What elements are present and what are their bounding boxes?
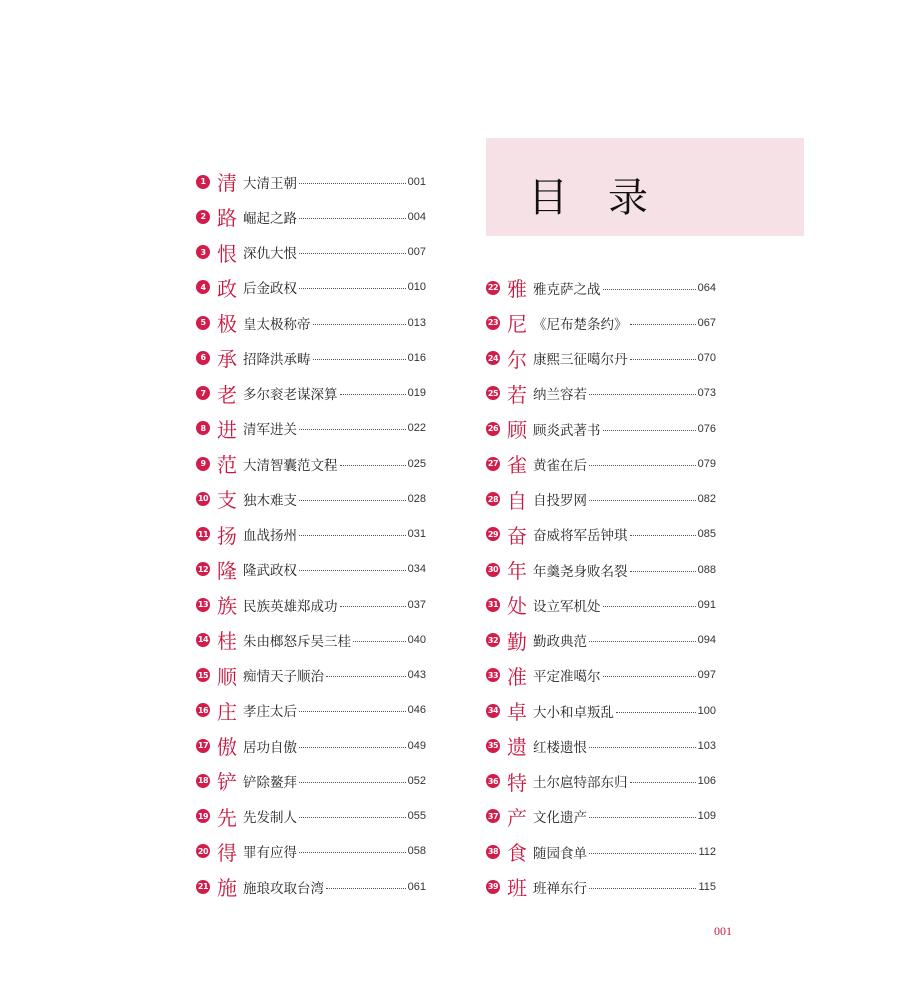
chapter-page-number: 043 [407, 669, 426, 682]
chapter-title: 大清王朝 [243, 175, 297, 192]
chapter-number-badge: 27 [486, 457, 500, 471]
chapter-page-number: 055 [407, 810, 426, 823]
dot-leader [340, 605, 406, 607]
dot-leader [299, 569, 406, 571]
chapter-page-number: 019 [407, 387, 426, 400]
chapter-page-number: 037 [407, 598, 426, 611]
chapter-key-character: 尔 [507, 347, 527, 372]
chapter-page-number: 115 [698, 880, 716, 893]
chapter-page-number: 106 [697, 775, 716, 788]
chapter-key-character: 先 [217, 805, 237, 830]
toc-entry[interactable] [196, 235, 426, 270]
chapter-key-character: 承 [217, 347, 237, 372]
chapter-number-badge: 22 [486, 281, 500, 295]
toc-entry[interactable] [486, 341, 716, 376]
chapter-key-character: 路 [217, 206, 237, 231]
dot-leader [299, 746, 406, 748]
chapter-key-character: 产 [507, 805, 527, 830]
chapter-title: 大清智囊范文程 [243, 457, 338, 474]
dot-leader [353, 640, 406, 642]
chapter-title: 年羹尧身败名裂 [533, 563, 628, 580]
chapter-number-badge: 14 [196, 633, 210, 647]
chapter-title: 雅克萨之战 [533, 281, 601, 298]
chapter-title: 朱由榔怒斥吴三桂 [243, 633, 351, 650]
chapter-page-number: 067 [697, 316, 716, 329]
page-number: 001 [714, 924, 732, 938]
chapter-key-character: 铲 [217, 770, 237, 795]
dot-leader [299, 252, 406, 254]
chapter-number-badge: 23 [486, 316, 500, 330]
toc-entry[interactable] [486, 376, 716, 411]
chapter-number-badge: 38 [486, 845, 500, 859]
toc-entry[interactable] [486, 728, 716, 763]
toc-entry[interactable] [196, 446, 426, 481]
dot-leader [630, 781, 696, 783]
dot-leader [603, 288, 696, 290]
chapter-number-badge: 12 [196, 562, 210, 576]
chapter-number-badge: 20 [196, 844, 210, 858]
chapter-key-character: 雀 [507, 453, 527, 478]
dot-leader [630, 570, 696, 572]
chapter-page-number: 061 [407, 880, 426, 893]
dot-leader [340, 393, 406, 395]
chapter-number-badge: 29 [486, 527, 500, 541]
chapter-title: 土尔扈特部东归 [533, 775, 628, 792]
toc-entry[interactable] [486, 482, 716, 517]
chapter-number-badge: 36 [486, 774, 500, 788]
chapter-number-badge: 7 [196, 386, 210, 400]
chapter-number-badge: 11 [196, 527, 210, 541]
chapter-key-character: 处 [507, 594, 527, 619]
toc-entry[interactable] [196, 305, 426, 340]
chapter-number-badge: 9 [196, 457, 210, 471]
toc-entry[interactable] [486, 799, 716, 834]
dot-leader [299, 534, 406, 536]
chapter-key-character: 进 [217, 417, 237, 442]
dot-leader [299, 781, 406, 783]
chapter-title: 清军进关 [243, 422, 297, 439]
chapter-page-number: 007 [407, 246, 426, 259]
chapter-page-number: 013 [407, 316, 426, 329]
chapter-page-number: 082 [697, 493, 716, 506]
chapter-key-character: 奋 [507, 523, 527, 548]
dot-leader [616, 711, 696, 713]
chapter-page-number: 064 [697, 281, 716, 294]
toc-entry[interactable] [196, 517, 426, 552]
toc-entry[interactable] [196, 270, 426, 305]
chapter-page-number: 094 [697, 634, 716, 647]
chapter-page-number: 001 [407, 175, 426, 188]
toc-entry[interactable] [196, 340, 426, 375]
chapter-number-badge: 35 [486, 739, 500, 753]
chapter-title: 大小和卓叛乱 [533, 704, 614, 721]
dot-leader [589, 499, 696, 501]
dot-leader [299, 217, 406, 219]
dot-leader [589, 464, 696, 466]
chapter-title: 施琅攻取台湾 [243, 880, 324, 897]
chapter-page-number: 040 [407, 633, 426, 646]
toc-entry[interactable] [486, 693, 716, 728]
chapter-number-badge: 39 [486, 880, 500, 894]
toc-entry[interactable] [196, 199, 426, 234]
chapter-number-badge: 8 [196, 421, 210, 435]
dot-leader [589, 746, 696, 748]
chapter-title: 康熙三征噶尔丹 [533, 352, 628, 369]
chapter-key-character: 施 [217, 876, 237, 901]
chapter-number-badge: 37 [486, 809, 500, 823]
chapter-key-character: 极 [217, 312, 237, 337]
chapter-page-number: 052 [407, 774, 426, 787]
chapter-key-character: 尼 [507, 312, 527, 337]
dot-leader [299, 816, 406, 818]
toc-entry[interactable] [196, 728, 426, 763]
chapter-number-badge: 24 [486, 351, 500, 365]
chapter-key-character: 族 [217, 594, 237, 619]
dot-leader [299, 182, 406, 184]
dot-leader [589, 887, 696, 889]
toc-entry[interactable] [486, 869, 716, 904]
chapter-number-badge: 10 [196, 492, 210, 506]
chapter-key-character: 范 [217, 453, 237, 478]
chapter-page-number: 004 [407, 210, 426, 223]
chapter-key-character: 卓 [507, 700, 527, 725]
chapter-key-character: 准 [507, 664, 527, 689]
chapter-title: 民族英雄郑成功 [243, 598, 338, 615]
chapter-title: 孝庄太后 [243, 704, 297, 721]
dot-leader [299, 287, 406, 289]
toc-entry[interactable] [486, 834, 716, 869]
chapter-page-number: 112 [698, 845, 716, 858]
chapter-title: 隆武政权 [243, 563, 297, 580]
chapter-title: 痴情天子顺治 [243, 669, 324, 686]
dot-leader [299, 851, 406, 853]
chapter-key-character: 年 [507, 559, 527, 584]
toc-entry[interactable] [486, 764, 716, 799]
chapter-key-character: 傲 [217, 735, 237, 760]
chapter-number-badge: 18 [196, 774, 210, 788]
chapter-page-number: 091 [697, 598, 716, 611]
chapter-number-badge: 3 [196, 245, 210, 259]
dot-leader [589, 640, 696, 642]
chapter-page-number: 076 [697, 422, 716, 435]
chapter-title: 平定准噶尔 [533, 669, 601, 686]
chapter-key-character: 自 [507, 488, 527, 513]
chapter-key-character: 得 [217, 840, 237, 865]
chapter-page-number: 022 [407, 422, 426, 435]
chapter-number-badge: 16 [196, 703, 210, 717]
toc-left-column [196, 164, 426, 904]
toc-entry[interactable] [196, 658, 426, 693]
chapter-page-number: 034 [407, 563, 426, 576]
chapter-key-character: 政 [217, 276, 237, 301]
chapter-key-character: 扬 [217, 523, 237, 548]
toc-entry[interactable] [196, 376, 426, 411]
toc-entry[interactable] [196, 693, 426, 728]
page-title: 目录 [528, 175, 688, 221]
chapter-page-number: 010 [407, 281, 426, 294]
toc-entry[interactable] [196, 411, 426, 446]
chapter-page-number: 109 [697, 810, 716, 823]
toc-entry[interactable] [196, 869, 426, 904]
chapter-page-number: 097 [697, 669, 716, 682]
chapter-key-character: 支 [217, 488, 237, 513]
chapter-page-number: 016 [407, 351, 426, 364]
toc-entry[interactable] [486, 623, 716, 658]
chapter-number-badge: 15 [196, 668, 210, 682]
dot-leader [326, 675, 406, 677]
chapter-page-number: 025 [407, 457, 426, 470]
dot-leader [603, 429, 696, 431]
chapter-key-character: 勤 [507, 629, 527, 654]
chapter-title: 班禅东行 [533, 880, 587, 897]
chapter-title: 设立军机处 [533, 598, 601, 615]
toc-entry[interactable] [486, 446, 716, 481]
chapter-number-badge: 28 [486, 492, 500, 506]
chapter-title: 独木难支 [243, 492, 297, 509]
chapter-page-number: 070 [697, 352, 716, 365]
toc-entry[interactable] [196, 481, 426, 516]
chapter-page-number: 073 [697, 387, 716, 400]
dot-leader [589, 816, 696, 818]
chapter-title: 罪有应得 [243, 845, 297, 862]
chapter-number-badge: 5 [196, 316, 210, 330]
chapter-number-badge: 19 [196, 809, 210, 823]
chapter-number-badge: 33 [486, 668, 500, 682]
toc-entry[interactable] [486, 411, 716, 446]
toc-entry[interactable] [486, 552, 716, 587]
chapter-key-character: 班 [507, 876, 527, 901]
chapter-number-badge: 21 [196, 880, 210, 894]
toc-entry[interactable] [486, 658, 716, 693]
chapter-title: 先发制人 [243, 810, 297, 827]
chapter-page-number: 031 [407, 528, 426, 541]
chapter-number-badge: 2 [196, 210, 210, 224]
chapter-title: 皇太极称帝 [243, 316, 311, 333]
toc-entry[interactable] [196, 164, 426, 199]
toc-entry[interactable] [196, 834, 426, 869]
dot-leader [630, 358, 696, 360]
chapter-key-character: 顾 [507, 418, 527, 443]
chapter-key-character: 老 [217, 382, 237, 407]
toc-entry[interactable] [196, 799, 426, 834]
chapter-key-character: 桂 [217, 629, 237, 654]
chapter-number-badge: 34 [486, 704, 500, 718]
chapter-key-character: 恨 [217, 241, 237, 266]
chapter-key-character: 若 [507, 382, 527, 407]
chapter-key-character: 食 [507, 841, 527, 866]
chapter-number-badge: 32 [486, 633, 500, 647]
toc-entry[interactable] [196, 622, 426, 657]
chapter-title: 奋威将军岳钟琪 [533, 528, 628, 545]
chapter-page-number: 046 [407, 704, 426, 717]
dot-leader [299, 499, 406, 501]
toc-entry[interactable] [486, 305, 716, 340]
chapter-title: 崛起之路 [243, 210, 297, 227]
chapter-title: 黄雀在后 [533, 457, 587, 474]
chapter-title: 文化遗产 [533, 810, 587, 827]
chapter-number-badge: 4 [196, 280, 210, 294]
chapter-title: 后金政权 [243, 281, 297, 298]
toc-entry[interactable] [486, 270, 716, 305]
chapter-number-badge: 25 [486, 386, 500, 400]
dot-leader [313, 323, 406, 325]
chapter-page-number: 085 [697, 528, 716, 541]
dot-leader [299, 710, 406, 712]
chapter-number-badge: 30 [486, 563, 500, 577]
chapter-page-number: 103 [697, 739, 716, 752]
chapter-title: 招降洪承畴 [243, 351, 311, 368]
chapter-key-character: 遗 [507, 735, 527, 760]
chapter-page-number: 088 [697, 563, 716, 576]
chapter-title: 居功自傲 [243, 739, 297, 756]
chapter-title: 自投罗网 [533, 493, 587, 510]
chapter-key-character: 隆 [217, 558, 237, 583]
chapter-page-number: 100 [697, 704, 716, 717]
chapter-title: 顾炎武著书 [533, 422, 601, 439]
chapter-title: 血战扬州 [243, 528, 297, 545]
chapter-title: 勤政典范 [533, 634, 587, 651]
toc-entry[interactable] [196, 587, 426, 622]
chapter-key-character: 顺 [217, 664, 237, 689]
chapter-key-character: 清 [217, 171, 237, 196]
dot-leader [589, 852, 696, 854]
toc-right-column [486, 270, 716, 905]
chapter-title: 《尼布楚条约》 [533, 316, 628, 333]
chapter-key-character: 特 [507, 770, 527, 795]
toc-entry[interactable] [486, 587, 716, 622]
chapter-key-character: 雅 [507, 277, 527, 302]
dot-leader [340, 464, 406, 466]
chapter-title: 随园食单 [533, 845, 587, 862]
chapter-number-badge: 13 [196, 598, 210, 612]
chapter-page-number: 058 [407, 845, 426, 858]
chapter-title: 深仇大恨 [243, 246, 297, 263]
dot-leader [603, 605, 696, 607]
dot-leader [326, 887, 406, 889]
chapter-key-character: 庄 [217, 699, 237, 724]
chapter-number-badge: 17 [196, 739, 210, 753]
dot-leader [603, 675, 696, 677]
chapter-title: 多尔衮老谋深算 [243, 387, 338, 404]
dot-leader [299, 428, 406, 430]
dot-leader [630, 323, 696, 325]
dot-leader [589, 393, 696, 395]
dot-leader [313, 358, 406, 360]
toc-entry[interactable] [196, 552, 426, 587]
toc-entry[interactable] [196, 763, 426, 798]
chapter-title: 纳兰容若 [533, 387, 587, 404]
chapter-number-badge: 1 [196, 175, 210, 189]
chapter-title: 铲除鳌拜 [243, 774, 297, 791]
chapter-number-badge: 6 [196, 351, 210, 365]
chapter-page-number: 028 [407, 492, 426, 505]
toc-entry[interactable] [486, 517, 716, 552]
chapter-page-number: 079 [697, 457, 716, 470]
dot-leader [630, 534, 696, 536]
chapter-number-badge: 31 [486, 598, 500, 612]
chapter-number-badge: 26 [486, 422, 500, 436]
chapter-page-number: 049 [407, 739, 426, 752]
chapter-title: 红楼遗恨 [533, 739, 587, 756]
